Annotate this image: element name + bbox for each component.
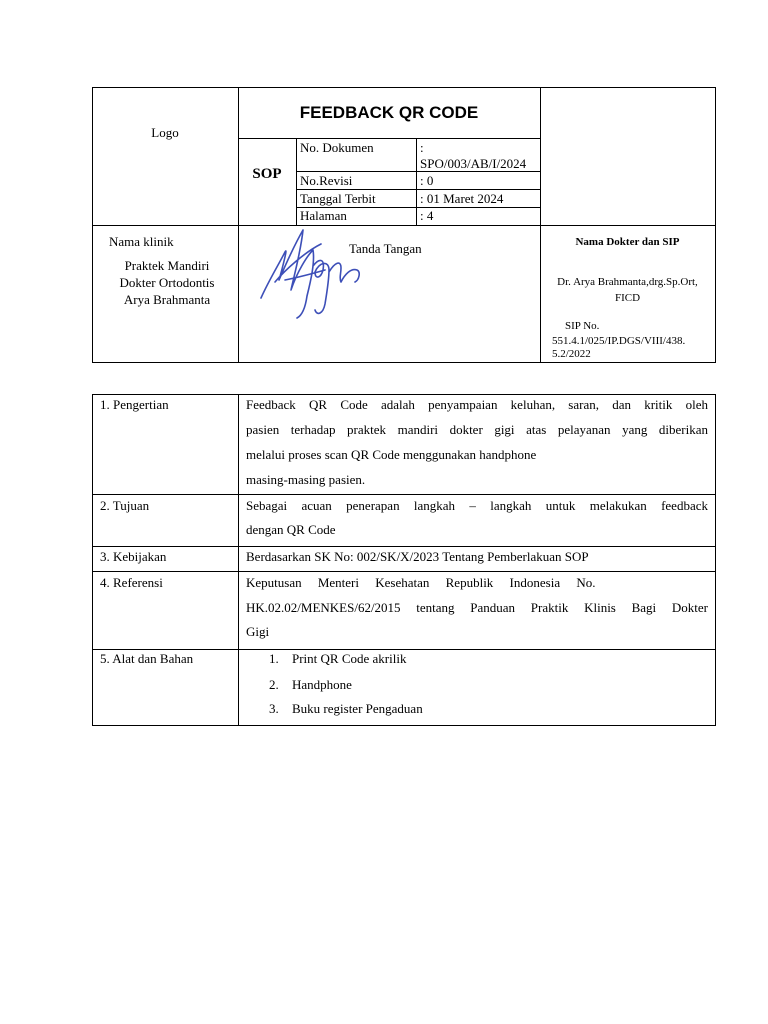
section-text-line: Keputusan Menteri Kesehatan Republik Indonesia No. [246,575,596,590]
section-text-line: pasien terhadap praktek mandiri dokter gigi atas pelayanan yang diberikan [246,422,708,437]
clinic-line-2: Dokter Ortodontis [119,275,215,290]
signature-label: Tanda Tangan [349,241,422,256]
list-item: Print QR Code akrilik [292,651,407,666]
section-label-kebijakan: 3. Kebijakan [100,549,167,564]
list-item: Buku register Pengaduan [292,701,423,716]
sop-label: SOP [252,166,282,182]
meta-value-no-dokumen-colon: : [420,140,424,155]
section-label-pengertian: 1. Pengertian [100,397,169,412]
meta-value-halaman: : 4 [420,208,434,223]
list-item: Handphone [292,677,352,692]
doctor-name-line-2: FICD [614,292,641,304]
section-label-alat-dan-bahan: 5. Alat dan Bahan [100,651,194,666]
section-text-line: Feedback QR Code adalah penyampaian keluhan, saran, dan kritik oleh [246,397,708,412]
section-text-line: Gigi [246,624,270,639]
document-title: FEEDBACK QR CODE [299,103,479,122]
section-text-line: Sebagai acuan penerapan langkah – langkah untuk melakukan feedback [246,498,708,513]
meta-value-tanggal-terbit: : 01 Maret 2024 [420,191,504,206]
doctor-title: Nama Dokter dan SIP [575,236,680,248]
sip-line-3: 5.2/2022 [552,348,591,360]
meta-label-no-dokumen: No. Dokumen [300,140,374,155]
meta-label-tanggal-terbit: Tanggal Terbit [300,191,376,206]
meta-label-no-revisi: No.Revisi [300,173,353,188]
list-item-number: 2. [269,677,279,692]
meta-value-no-revisi: : 0 [420,173,434,188]
clinic-line-1: Praktek Mandiri [124,258,210,273]
meta-value-no-dokumen: SPO/003/AB/I/2024 [420,156,527,171]
section-text-line: dengan QR Code [246,522,336,537]
list-item-number: 3. [269,701,279,716]
section-text-line: masing-masing pasien. [246,472,366,487]
meta-label-halaman: Halaman [300,208,347,223]
section-label-tujuan: 2. Tujuan [100,498,150,513]
clinic-label: Nama klinik [109,234,174,249]
logo-placeholder: Logo [151,125,179,140]
section-text-line: Berdasarkan SK No: 002/SK/X/2023 Tentang Pemberlakuan SOP [246,549,589,564]
doctor-name-line-1: Dr. Arya Brahmanta,drg.Sp.Ort, [557,276,698,288]
sip-line-2: 551.4.1/025/IP.DGS/VIII/438. [552,335,686,347]
section-text-line: melalui proses scan QR Code menggunakan handphone [246,447,537,462]
clinic-line-3: Arya Brahmanta [123,292,211,307]
signature-image [255,222,370,322]
sip-line-1: SIP No. [565,320,600,332]
section-text-line: HK.02.02/MENKES/62/2015 tentang Panduan Praktik Klinis Bagi Dokter [246,600,708,615]
list-item-number: 1. [269,651,279,666]
section-label-referensi: 4. Referensi [100,575,163,590]
